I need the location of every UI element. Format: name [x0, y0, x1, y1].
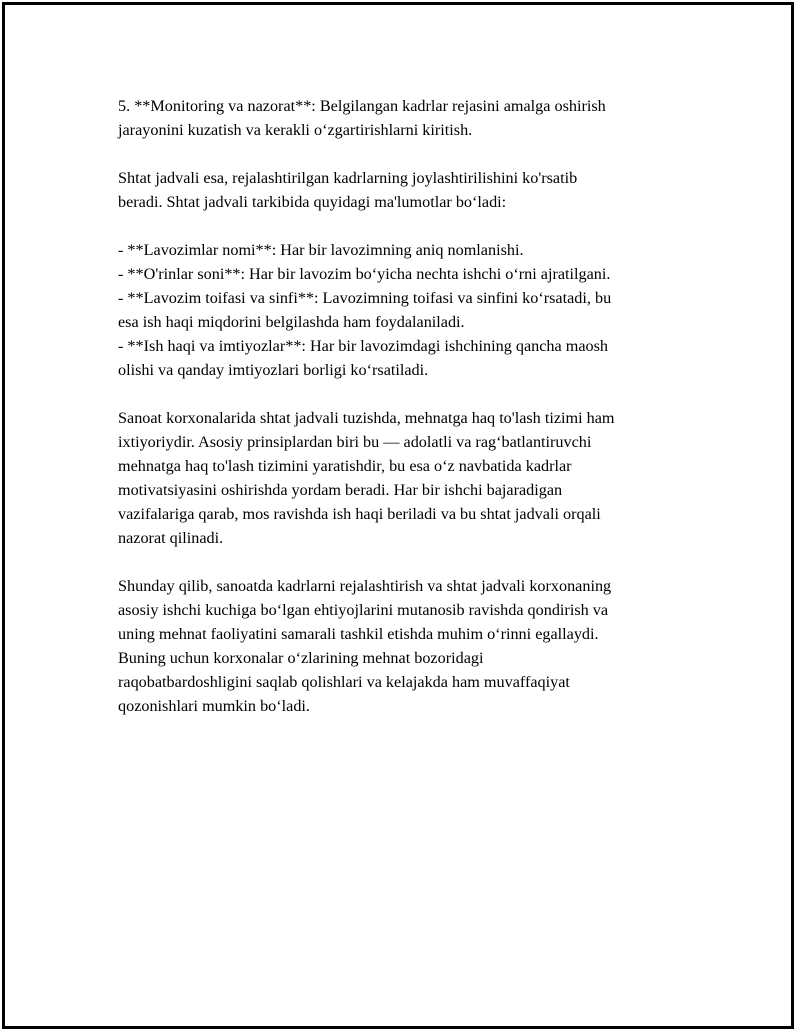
text-line: Sanoat korxonalarida shtat jadvali tuzishda, mehnatga haq to'lash tizimi ham	[118, 409, 615, 427]
text-line: 5. **Monitoring va nazorat**: Belgilangan kadrlar rejasini amalga oshirish	[118, 97, 606, 115]
text-line: beradi. Shtat jadvali tarkibida quyidagi ma'lumotlar boʻladi:	[118, 193, 507, 211]
text-line: mehnatga haq to'lash tizimini yaratishdir, bu esa oʻz navbatida kadrlar	[118, 457, 572, 475]
text-line: uning mehnat faoliyatini samarali tashkil etishda muhim oʻrinni egallaydi.	[118, 625, 599, 643]
text-line: qozonishlari mumkin boʻladi.	[118, 697, 310, 715]
paragraph-monitoring	[118, 94, 698, 142]
text-line: jarayonini kuzatish va kerakli oʻzgartirishlarni kiritish.	[118, 121, 473, 139]
text-line: Shunday qilib, sanoatda kadrlarni rejalashtirish va shtat jadvali korxonaning	[118, 577, 612, 595]
text-line: Shtat jadvali esa, rejalashtirilgan kadrlarning joylashtirilishini ko'rsatib	[118, 169, 578, 187]
list-item: - **O'rinlar soni**: Har bir lavozim boʻyicha nechta ishchi oʻrni ajratilgani.	[118, 265, 611, 283]
list-item: - **Lavozimlar nomi**: Har bir lavozimning aniq nomlanishi.	[118, 241, 524, 259]
list-item-continuation: olishi va qanday imtiyozlari borligi koʻrsatiladi.	[118, 361, 429, 379]
list-item: - **Lavozim toifasi va sinfi**: Lavozimning toifasi va sinfini koʻrsatadi, bu	[118, 289, 612, 307]
paragraph-salary-system	[118, 406, 698, 550]
text-line: raqobatbardoshligini saqlab qolishlari va kelajakda ham muvaffaqiyat	[118, 673, 570, 691]
text-line: Buning uchun korxonalar oʻzlarining mehnat bozoridagi	[118, 649, 484, 667]
paragraph-shtat-intro	[118, 166, 698, 214]
paragraph-conclusion	[118, 574, 698, 718]
text-line: vazifalariga qarab, mos ravishda ish haqi beriladi va bu shtat jadvali orqali	[118, 505, 601, 523]
text-line: asosiy ishchi kuchiga boʻlgan ehtiyojlarini mutanosib ravishda qondirish va	[118, 601, 609, 619]
text-line: motivatsiyasini oshirishda yordam beradi. Har bir ishchi bajaradigan	[118, 481, 563, 499]
text-line: nazorat qilinadi.	[118, 529, 224, 547]
document-body	[118, 94, 698, 742]
text-line: ixtiyoriydir. Asosiy prinsiplardan biri bu — adolatli va ragʻbatlantiruvchi	[118, 433, 592, 451]
list-item: - **Ish haqi va imtiyozlar**: Har bir lavozimdagi ishchining qancha maosh	[118, 337, 608, 355]
list-item-continuation: esa ish haqi miqdorini belgilashda ham foydalaniladi.	[118, 313, 465, 331]
shtat-items-list	[118, 238, 698, 382]
